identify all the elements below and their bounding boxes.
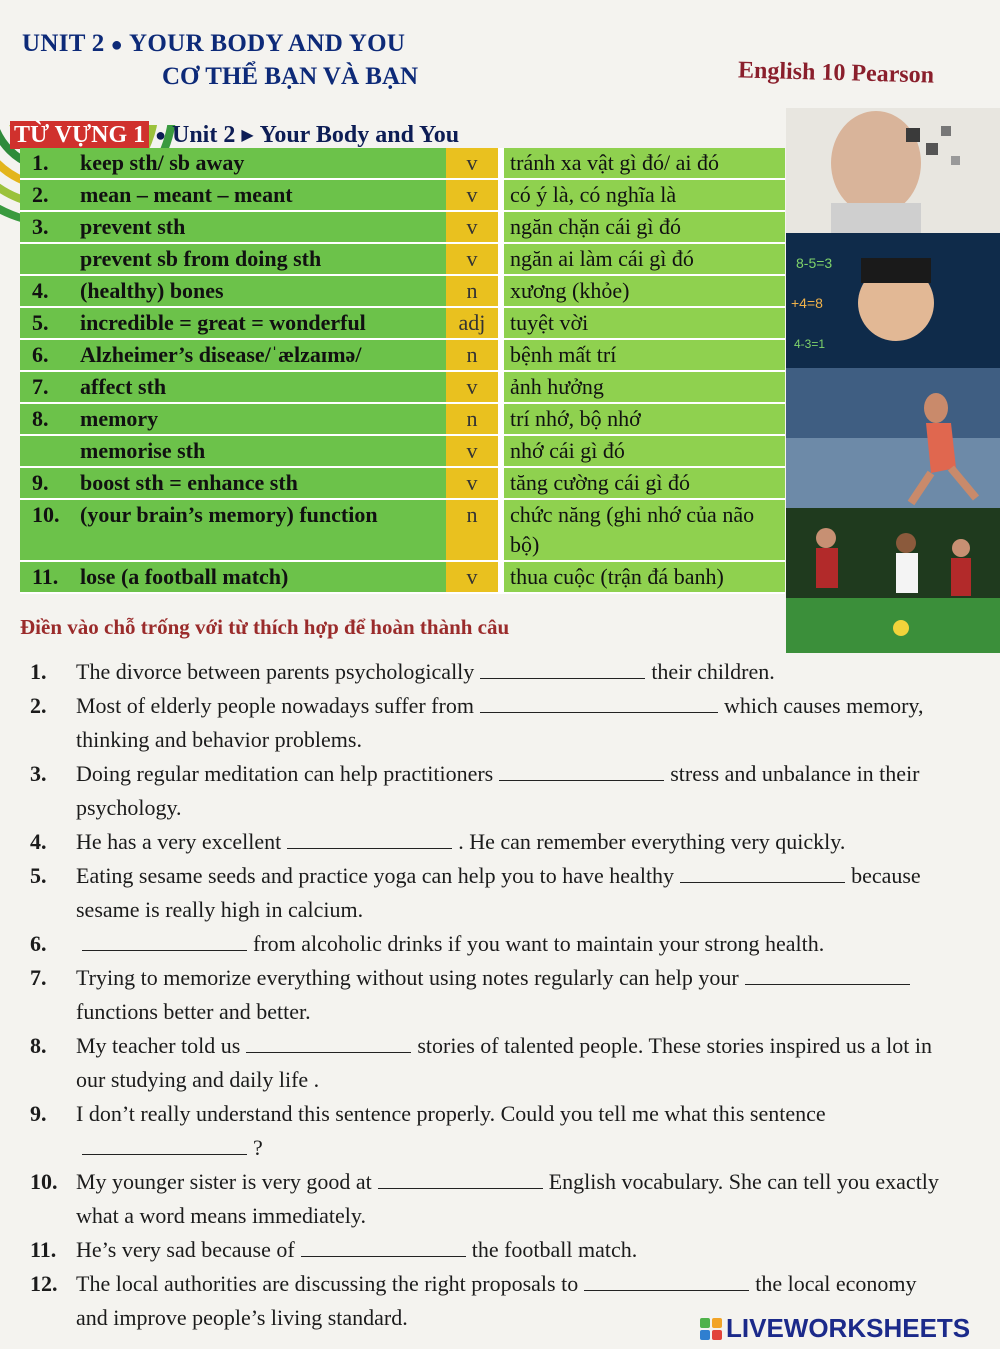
vocab-pos: v <box>446 243 501 275</box>
exercise-text-after: the football match. <box>471 1237 638 1262</box>
vocab-num: 2. <box>20 179 74 211</box>
vocab-meaning: ngăn ai làm cái gì đó <box>501 243 785 275</box>
vocab-row <box>20 179 785 211</box>
exercise-number: 5. <box>30 863 47 888</box>
exercise-text <box>76 1233 950 1267</box>
vocab-meaning: thua cuộc (trận đá banh) <box>501 561 785 593</box>
vocab-row <box>20 211 785 243</box>
vocab-pos: v <box>446 148 501 179</box>
exercise-text-after: functions better and better. <box>76 999 311 1024</box>
exercise-text-after: stress and unbalance in their psychology. <box>76 761 920 820</box>
exercise-text-before: My younger sister is very good at <box>76 1169 372 1194</box>
vocab-tag: TỪ VỰNG 1 <box>10 121 149 149</box>
bullet-icon: ● <box>155 124 166 145</box>
bullet-icon: ● <box>110 34 124 56</box>
vocab-num: 8. <box>20 403 74 435</box>
vocab-pos: adj <box>446 307 501 339</box>
vocab-word: prevent sth <box>74 211 446 243</box>
exercise-number: 9. <box>30 1101 47 1126</box>
answer-blank[interactable] <box>584 1270 749 1291</box>
vocab-row <box>20 561 785 593</box>
vocab-pos: v <box>446 179 501 211</box>
vocab-word: Alzheimer’s disease/ˈælzaɪmə/ <box>74 339 446 371</box>
vocab-meaning: trí nhớ, bộ nhớ <box>501 403 785 435</box>
exercise-text-before: Most of elderly people nowadays suffer from <box>76 693 474 718</box>
vocab-num <box>20 243 74 275</box>
vocab-num: 4. <box>20 275 74 307</box>
vocab-row <box>20 275 785 307</box>
exercise-number: 3. <box>30 761 47 786</box>
exercise-text-after: their children. <box>651 659 775 684</box>
vocab-pos: n <box>446 403 501 435</box>
child-math-photo <box>786 233 1000 368</box>
exercise-text <box>76 825 950 859</box>
vocab-num: 7. <box>20 371 74 403</box>
exercise-item <box>30 689 950 757</box>
answer-blank[interactable] <box>301 1236 466 1257</box>
vocab-word: lose (a football match) <box>74 561 446 593</box>
exercise-text-before: The divorce between parents psychologically <box>76 659 475 684</box>
vocab-table <box>20 148 785 594</box>
exercise-item <box>30 1097 950 1165</box>
vocab-pos: v <box>446 371 501 403</box>
vocab-pos: n <box>446 339 501 371</box>
svg-text:8-5=3: 8-5=3 <box>796 255 833 271</box>
exercise-text-before: He’s very sad because of <box>76 1237 295 1262</box>
exercise-number: 1. <box>30 659 47 684</box>
exercise-text-after: the local economy and improve people’s living standard. <box>76 1271 917 1330</box>
vocab-row <box>20 307 785 339</box>
exercise-item <box>30 1165 950 1233</box>
football-photo <box>786 508 1000 653</box>
exercise-number: 7. <box>30 965 47 990</box>
exercise-text <box>76 859 950 927</box>
exercise-item <box>30 1029 950 1097</box>
vocab-row <box>20 403 785 435</box>
exercise-text-after: which causes memory, thinking and behavior problems. <box>76 693 924 752</box>
exercise-number: 8. <box>30 1033 47 1058</box>
exercise-item <box>30 655 950 689</box>
vocab-meaning: nhớ cái gì đó <box>501 435 785 467</box>
arrow-right-icon: ▶ <box>241 127 254 144</box>
exercise-text-before: Doing regular meditation can help practitioners <box>76 761 494 786</box>
answer-blank[interactable] <box>246 1032 411 1053</box>
vocab-row <box>20 339 785 371</box>
exercise-item <box>30 757 950 825</box>
unit-title <box>22 30 405 58</box>
vocab-meaning: bệnh mất trí <box>501 339 785 371</box>
exercise-item <box>30 961 950 1029</box>
vocab-word: mean – meant – meant <box>74 179 446 211</box>
vocab-meaning: có ý là, có nghĩa là <box>501 179 785 211</box>
elderly-man-photo <box>786 108 1000 233</box>
exercise-text-before: He has a very excellent <box>76 829 282 854</box>
svg-text:4-3=1: 4-3=1 <box>794 337 826 351</box>
vocab-row <box>20 499 785 561</box>
exercise-text <box>76 689 950 757</box>
exercise-text <box>76 655 950 689</box>
vocab-num: 6. <box>20 339 74 371</box>
exercise-text-after: from alcoholic drinks if you want to maintain your strong health. <box>253 931 825 956</box>
exercise-item <box>30 1233 950 1267</box>
photo-strip <box>786 108 1000 653</box>
exercise-text-after: . He can remember everything very quickly. <box>458 829 846 854</box>
unit-title-vi: CƠ THỂ BẠN VÀ BẠN <box>162 63 419 90</box>
exercise-text <box>76 927 950 961</box>
vocab-pos: v <box>446 435 501 467</box>
exercise-text <box>76 757 950 825</box>
answer-blank[interactable] <box>480 658 645 679</box>
vocab-num: 3. <box>20 211 74 243</box>
exercise-text-after: ? <box>253 1135 263 1160</box>
vocab-word: (your brain’s memory) function <box>74 499 446 561</box>
exercise-instruction: Điền vào chỗ trống với từ thích hợp để hoàn thành câu <box>20 615 510 639</box>
vocab-num: 11. <box>20 561 74 593</box>
exercise-text-before: Eating sesame seeds and practice yoga can help you to have healthy <box>76 863 675 888</box>
vocab-word: boost sth = enhance sth <box>74 467 446 499</box>
exercise-number: 2. <box>30 693 47 718</box>
exercise-number: 6. <box>30 931 47 956</box>
answer-blank[interactable] <box>499 760 664 781</box>
exercise-text-before: My teacher told us <box>76 1033 241 1058</box>
vocab-meaning: tránh xa vật gì đó/ ai đó <box>501 148 785 179</box>
exercise-number: 11. <box>30 1237 57 1262</box>
exercise-item <box>30 859 950 927</box>
exercise-text <box>76 1165 950 1233</box>
vocab-word: prevent sb from doing sth <box>74 243 446 275</box>
answer-blank[interactable] <box>680 862 845 883</box>
vocab-word: memorise sth <box>74 435 446 467</box>
liveworksheets-logo-icon <box>700 1318 722 1340</box>
exercise-item <box>30 927 950 961</box>
exercise-text-after: English vocabulary. She can tell you exactly what a word means immediately. <box>76 1169 939 1228</box>
vocab-row <box>20 435 785 467</box>
exercise-text <box>76 1029 950 1097</box>
vocab-meaning: tăng cường cái gì đó <box>501 467 785 499</box>
vocab-row <box>20 467 785 499</box>
vocab-row <box>20 371 785 403</box>
exercise-text <box>76 961 950 1029</box>
vocab-heading <box>10 121 459 149</box>
exercise-text-after: because sesame is really high in calcium. <box>76 863 921 922</box>
vocab-num: 1. <box>20 148 74 179</box>
exercise-text-before: I don’t really understand this sentence properly. Could you tell me what this sentence <box>76 1101 826 1126</box>
unit-label: UNIT 2 <box>22 30 105 57</box>
vocab-row <box>20 243 785 275</box>
vocab-pos: v <box>446 467 501 499</box>
vocab-meaning: chức năng (ghi nhớ của não bộ) <box>501 499 785 561</box>
vocab-num: 9. <box>20 467 74 499</box>
exercise-list <box>30 655 950 1335</box>
vocab-meaning: ảnh hưởng <box>501 371 785 403</box>
vocab-pos: v <box>446 211 501 243</box>
exercise-text <box>76 1097 950 1165</box>
vocab-word: memory <box>74 403 446 435</box>
vocab-word: incredible = great = wonderful <box>74 307 446 339</box>
vocab-unit-label: Unit 2 <box>171 121 236 148</box>
watermark-text: LIVEWORKSHEETS <box>726 1313 971 1343</box>
vocab-pos: n <box>446 499 501 561</box>
book-title: English 10 Pearson <box>737 57 935 89</box>
exercise-text-before: Trying to memorize everything without using notes regularly can help your <box>76 965 739 990</box>
answer-blank[interactable] <box>287 828 452 849</box>
exercise-text-after: stories of talented people. These stories inspired us a lot in our studying and daily life . <box>76 1033 933 1092</box>
vocab-num: 10. <box>20 499 74 561</box>
vocab-word: keep sth/ sb away <box>74 148 446 179</box>
vocab-pos: n <box>446 275 501 307</box>
exercise-text-before: The local authorities are discussing the right proposals to <box>76 1271 579 1296</box>
liveworksheets-watermark <box>700 1313 970 1344</box>
vocab-meaning: ngăn chặn cái gì đó <box>501 211 785 243</box>
vocab-word: (healthy) bones <box>74 275 446 307</box>
vocab-topic: Your Body and You <box>259 121 460 148</box>
exercise-number: 12. <box>30 1271 58 1296</box>
vocab-word: affect sth <box>74 371 446 403</box>
vocab-meaning: xương (khỏe) <box>501 275 785 307</box>
exercise-number: 10. <box>30 1169 58 1194</box>
vocab-meaning: tuyệt vời <box>501 307 785 339</box>
vocab-pos: v <box>446 561 501 593</box>
answer-blank[interactable] <box>378 1168 543 1189</box>
vocab-num <box>20 435 74 467</box>
vocab-row <box>20 148 785 179</box>
svg-text:+4=8: +4=8 <box>791 295 823 311</box>
runner-photo <box>786 368 1000 508</box>
answer-blank[interactable] <box>82 1134 247 1155</box>
vocab-num: 5. <box>20 307 74 339</box>
answer-blank[interactable] <box>82 930 247 951</box>
exercise-number: 4. <box>30 829 47 854</box>
unit-title-en: YOUR BODY AND YOU <box>129 30 406 57</box>
answer-blank[interactable] <box>745 964 910 985</box>
answer-blank[interactable] <box>480 692 718 713</box>
exercise-item <box>30 825 950 859</box>
